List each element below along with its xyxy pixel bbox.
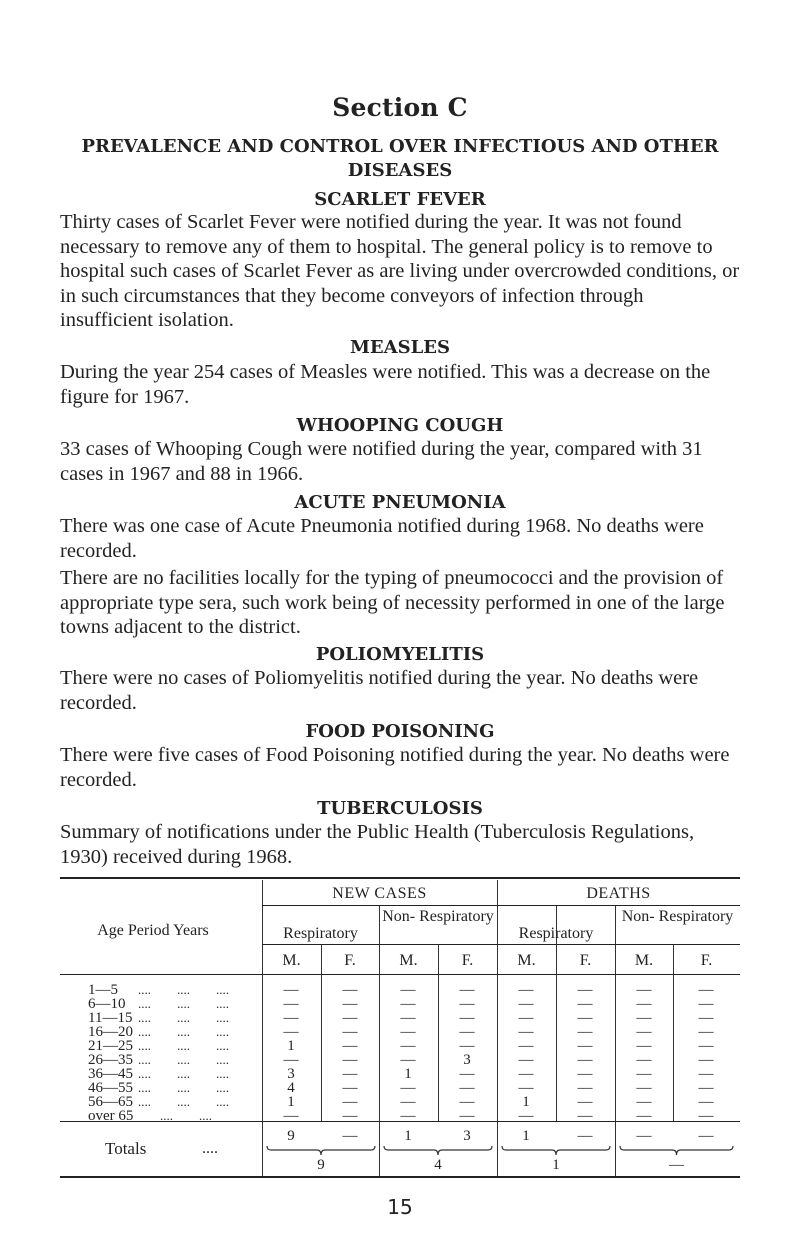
col-f: F. <box>579 952 592 969</box>
acute-pneumonia-text-1: There was one case of Acute Pneumonia notified during 1968. No deaths were recorded. <box>60 515 704 562</box>
age-period-cell: 21—25 <box>88 1038 133 1054</box>
acute-pneumonia-text-2: There are no facilities locally for the typing of pneumococci and the provision of appropriate type sera, such work being of necessity performed in one of the large towns adjacent to the district. <box>60 567 725 639</box>
table-cell: — <box>577 996 593 1012</box>
combined-total-cell: 1 <box>552 1157 560 1173</box>
table-divider <box>438 945 439 1121</box>
col-m: M. <box>282 952 301 969</box>
table-cell: — <box>342 1052 358 1068</box>
table-cell: — <box>400 1038 416 1054</box>
table-cell: — <box>636 996 652 1012</box>
table-cell: — <box>342 1080 358 1096</box>
page-number: 15 <box>387 1195 413 1219</box>
measles-text: During the year 254 cases of Measles were notified. This was a decrease on the figure for 1967. <box>60 361 711 408</box>
table-cell: — <box>283 1024 299 1040</box>
totals-cell: — <box>636 1128 652 1144</box>
deaths-header: DEATHS <box>586 885 651 902</box>
table-rule <box>262 944 740 945</box>
main-heading: PREVALENCE AND CONTROL OVER INFECTIOUS AND OTHER DISEASES <box>81 136 719 181</box>
col-f: F. <box>700 952 713 969</box>
table-cell: — <box>342 1038 358 1054</box>
table-cell: — <box>577 1108 593 1124</box>
table-cell: — <box>636 1024 652 1040</box>
table-cell: — <box>283 996 299 1012</box>
combined-total-cell: — <box>669 1157 684 1173</box>
age-period-cell: 16—20 <box>88 1024 133 1040</box>
leader-dots: .... .... <box>160 1108 212 1123</box>
totals-cell: — <box>698 1128 714 1144</box>
table-cell: — <box>698 1080 714 1096</box>
totals-cell: 1 <box>404 1128 412 1144</box>
leader-dots: .... .... .... <box>138 1038 229 1053</box>
totals-cell: 3 <box>463 1128 471 1144</box>
tuberculosis-text: Summary of notifications under the Public Health (Tuberculosis Regulations, 1930) received during 1968. <box>60 821 695 868</box>
table-cell: — <box>459 1094 475 1110</box>
table-cell: — <box>636 1010 652 1026</box>
table-cell: — <box>636 1066 652 1082</box>
col-f: F. <box>344 952 356 969</box>
table-divider <box>379 906 380 1176</box>
table-cell: 4 <box>287 1080 295 1096</box>
age-period-cell: 56—65 <box>88 1094 133 1110</box>
table-cell: — <box>698 1024 714 1040</box>
leader-dots: .... .... .... <box>138 1094 229 1109</box>
table-cell: — <box>698 1038 714 1054</box>
leader-dots: .... .... .... <box>138 982 229 997</box>
age-period-cell: 26—35 <box>88 1052 133 1068</box>
table-cell: — <box>577 1010 593 1026</box>
table-cell: — <box>518 1052 534 1068</box>
table-cell: — <box>577 1094 593 1110</box>
leader-dots: .... .... .... <box>138 1052 229 1067</box>
new-respiratory-header: Respiratory <box>283 925 358 942</box>
table-cell: — <box>518 1010 534 1026</box>
poliomyelitis-heading: POLIOMYELITIS <box>315 644 485 665</box>
table-divider <box>673 945 674 1121</box>
table-cell: — <box>636 982 652 998</box>
table-cell: — <box>342 1024 358 1040</box>
leader-dots: .... .... .... <box>138 1066 229 1081</box>
table-cell: — <box>459 1080 475 1096</box>
table-cell: — <box>698 1010 714 1026</box>
table-cell: — <box>342 1010 358 1026</box>
age-period-cell: 1—5 <box>88 982 118 998</box>
table-top-rule <box>60 877 740 879</box>
table-cell: — <box>636 1052 652 1068</box>
table-cell: — <box>400 982 416 998</box>
totals-cell: — <box>577 1128 593 1144</box>
leader-dots: .... .... .... <box>138 996 229 1011</box>
table-cell: — <box>342 982 358 998</box>
scarlet-fever-heading: SCARLET FEVER <box>314 189 486 210</box>
table-cell: 3 <box>463 1052 471 1068</box>
table-cell: — <box>577 1066 593 1082</box>
age-period-cell: 46—55 <box>88 1080 133 1096</box>
table-rule <box>60 974 740 975</box>
age-period-cell: over 65 <box>88 1108 134 1124</box>
col-f: F. <box>461 952 474 969</box>
table-cell: — <box>577 1052 593 1068</box>
table-cell: — <box>698 1052 714 1068</box>
table-cell: — <box>636 1094 652 1110</box>
table-cell: — <box>518 982 534 998</box>
col-m: M. <box>634 952 654 969</box>
table-cell: — <box>518 996 534 1012</box>
table-cell: — <box>518 1038 534 1054</box>
totals-cell: — <box>342 1128 358 1144</box>
table-cell: — <box>518 1080 534 1096</box>
leader-dots: .... .... .... <box>138 1080 229 1095</box>
table-cell: — <box>459 1038 475 1054</box>
leader-dots: .... .... .... <box>138 1024 229 1039</box>
poliomyelitis-text: There were no cases of Poliomyelitis notified during the year. No deaths were recorded. <box>60 667 699 714</box>
deaths-respiratory-header: Respiratory <box>518 925 594 942</box>
table-cell: — <box>518 1024 534 1040</box>
table-cell: — <box>577 982 593 998</box>
scarlet-fever-text: Thirty cases of Scarlet Fever were notified during the year. It was not found necessary to remove any of them to hospital. The general policy is to remove to hospital such cases of Scarlet Fever as are living under overcrowded conditions, or in such circumstances that they become conveyors of infection through insufficient isolation. <box>60 211 740 332</box>
table-cell: — <box>698 1066 714 1082</box>
food-poisoning-heading: FOOD POISONING <box>305 721 495 742</box>
table-cell: — <box>518 1066 534 1082</box>
food-poisoning-text: There were five cases of Food Poisoning notified during the year. No deaths were recorded. <box>60 744 730 791</box>
totals-dots: .... <box>202 1140 218 1157</box>
table-bottom-rule <box>60 1176 740 1178</box>
table-cell: — <box>577 1024 593 1040</box>
table-cell: 1 <box>287 1038 295 1054</box>
table-cell: — <box>283 1010 299 1026</box>
totals-label: Totals <box>105 1139 147 1158</box>
table-cell: — <box>342 1066 358 1082</box>
table-cell: — <box>459 1066 475 1082</box>
table-divider <box>615 906 616 1176</box>
table-cell: — <box>518 1108 534 1124</box>
table-cell: — <box>283 1052 299 1068</box>
measles-heading: MEASLES <box>350 337 450 358</box>
table-cell: — <box>636 1108 652 1124</box>
table-cell: — <box>636 1080 652 1096</box>
table-cell: — <box>342 996 358 1012</box>
table-cell: — <box>459 1024 475 1040</box>
table-cell: — <box>400 1080 416 1096</box>
table-cell: — <box>400 996 416 1012</box>
totals-cell: 1 <box>522 1128 530 1144</box>
age-period-header: Age Period Years <box>97 922 209 939</box>
table-cell: — <box>459 996 475 1012</box>
age-period-cell: 36—45 <box>88 1066 133 1082</box>
age-period-cell: 11—15 <box>88 1010 133 1026</box>
whooping-cough-heading: WHOOPING COUGH <box>296 415 504 436</box>
combined-total-cell: 9 <box>317 1157 325 1173</box>
table-cell: — <box>459 1010 475 1026</box>
table-cell: — <box>577 1080 593 1096</box>
table-cell: — <box>698 1108 714 1124</box>
section-title: Section C <box>332 93 468 122</box>
table-cell: — <box>342 1108 358 1124</box>
age-period-cell: 6—10 <box>88 996 126 1012</box>
col-m: M. <box>517 952 536 969</box>
table-cell: — <box>698 996 714 1012</box>
new-non-respiratory-header: Non- Respiratory <box>382 908 494 925</box>
deaths-non-respiratory-header: Non- Respiratory <box>621 908 734 925</box>
acute-pneumonia-heading: ACUTE PNEUMONIA <box>294 492 506 513</box>
table-cell: — <box>283 982 299 998</box>
table-cell: — <box>577 1038 593 1054</box>
table-cell: — <box>283 1108 299 1124</box>
col-m: M. <box>399 952 418 969</box>
table-cell: — <box>400 1010 416 1026</box>
combined-total-cell: 4 <box>434 1157 442 1173</box>
table-cell: — <box>400 1024 416 1040</box>
table-cell: — <box>636 1038 652 1054</box>
table-cell: 1 <box>522 1094 530 1110</box>
table-cell: — <box>400 1052 416 1068</box>
totals-cell: 9 <box>287 1128 295 1144</box>
table-cell: — <box>459 1108 475 1124</box>
new-cases-header: NEW CASES <box>332 885 427 902</box>
table-cell: 1 <box>404 1066 412 1082</box>
table-rule <box>262 905 740 906</box>
table-cell: 3 <box>287 1066 295 1082</box>
leader-dots: .... .... .... <box>138 1010 229 1025</box>
table-cell: 1 <box>287 1094 295 1110</box>
whooping-cough-text: 33 cases of Whooping Cough were notified during the year, compared with 31 cases in 1967 and 88 in 1966. <box>60 438 703 485</box>
tuberculosis-heading: TUBERCULOSIS <box>317 798 483 819</box>
table-divider <box>321 945 322 1121</box>
table-cell: — <box>400 1094 416 1110</box>
table-cell: — <box>698 982 714 998</box>
table-cell: — <box>459 982 475 998</box>
table-cell: — <box>342 1094 358 1110</box>
table-cell: — <box>698 1094 714 1110</box>
table-cell: — <box>400 1108 416 1124</box>
